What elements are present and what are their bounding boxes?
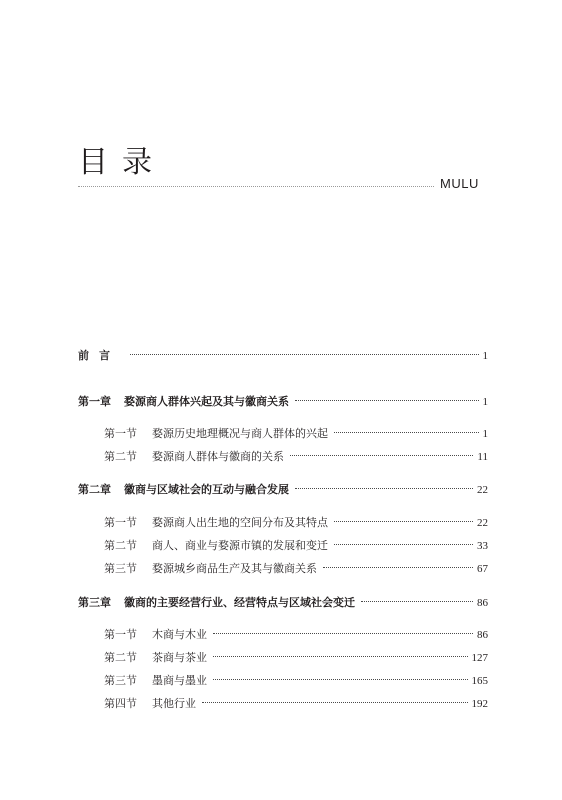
toc-entry-label: 第三节 (104, 562, 137, 575)
toc-leader-dots (295, 488, 473, 489)
toc-leader-dots (213, 633, 473, 634)
toc-entry-label: 第二节 (104, 450, 137, 463)
toc-entry-title: 婺源城乡商品生产及其与徽商关系 (152, 562, 317, 575)
toc-leader-dots (295, 400, 479, 401)
toc-entry-label: 第一节 (104, 427, 137, 440)
toc-leader-dots (334, 544, 473, 545)
toc-entry-label: 第二节 (104, 651, 137, 664)
toc-entry-section[interactable] (104, 514, 488, 532)
toc-entry-chapter-3[interactable] (78, 594, 488, 612)
title-pinyin: MULU (440, 176, 479, 191)
toc-leader-dots (334, 432, 479, 433)
toc-page-number: 86 (477, 597, 488, 609)
toc-entry-label: 第四节 (104, 697, 137, 710)
toc-entry-section[interactable] (104, 448, 488, 466)
toc-entry-label: 第一节 (104, 628, 137, 641)
toc-entry-section[interactable] (104, 626, 488, 644)
toc-page-number: 1 (482, 350, 488, 362)
toc-entry-label: 第一章 (78, 395, 111, 408)
toc-entry-title: 木商与木业 (152, 628, 207, 641)
toc-entry-section[interactable] (104, 695, 488, 713)
toc-entry-title: 徽商的主要经营行业、经营特点与区域社会变迁 (124, 596, 355, 609)
toc-entry-title: 墨商与墨业 (152, 674, 207, 687)
toc-page-number: 86 (477, 629, 488, 641)
toc-page-number: 127 (471, 652, 488, 664)
toc-entry-label: 第三章 (78, 596, 111, 609)
toc-entry-label: 前言 (78, 349, 120, 362)
toc-entry-title: 婺源商人群体兴起及其与徽商关系 (124, 395, 289, 408)
toc-leader-dots (213, 656, 468, 657)
toc-entry-title: 徽商与区域社会的互动与融合发展 (124, 483, 289, 496)
toc-entry-label: 第一节 (104, 516, 137, 529)
toc-leader-dots (290, 455, 473, 456)
toc-page-number: 22 (477, 484, 488, 496)
toc-entry-section[interactable] (104, 649, 488, 667)
toc-entry-label: 第三节 (104, 674, 137, 687)
toc-entry-title: 商人、商业与婺源市镇的发展和变迁 (152, 539, 328, 552)
toc-entry-chapter-2[interactable] (78, 481, 488, 499)
toc-entry-title: 婺源商人出生地的空间分布及其特点 (152, 516, 328, 529)
toc-leader-dots (323, 567, 473, 568)
toc-entry-section[interactable] (104, 672, 488, 690)
toc-page-number: 1 (482, 396, 488, 408)
toc-entry-title: 其他行业 (152, 697, 196, 710)
toc-entry-label: 第二章 (78, 483, 111, 496)
toc-page-number: 11 (477, 451, 488, 463)
toc-page-number: 165 (471, 675, 488, 687)
toc-entry-title: 茶商与茶业 (152, 651, 207, 664)
toc-page-number: 1 (482, 428, 488, 440)
toc-leader-dots (130, 354, 479, 355)
toc-entry-title: 婺源商人群体与徽商的关系 (152, 450, 284, 463)
toc-entry-title: 婺源历史地理概况与商人群体的兴起 (152, 427, 328, 440)
toc-page-number: 33 (477, 540, 488, 552)
toc-page-number: 192 (471, 698, 488, 710)
toc-leader-dots (334, 521, 473, 522)
toc-entry-section[interactable] (104, 560, 488, 578)
toc-entry-label: 第二节 (104, 539, 137, 552)
page-title: 目录 (78, 145, 166, 180)
toc-leader-dots (361, 601, 473, 602)
toc-entry-section[interactable] (104, 537, 488, 555)
toc-page-number: 22 (477, 517, 488, 529)
toc-entry-preface[interactable] (78, 347, 488, 365)
toc-entry-section[interactable] (104, 425, 488, 443)
toc-leader-dots (213, 679, 468, 680)
toc-leader-dots (202, 702, 468, 703)
toc-page-number: 67 (477, 563, 488, 575)
toc-entry-chapter-1[interactable] (78, 393, 488, 411)
